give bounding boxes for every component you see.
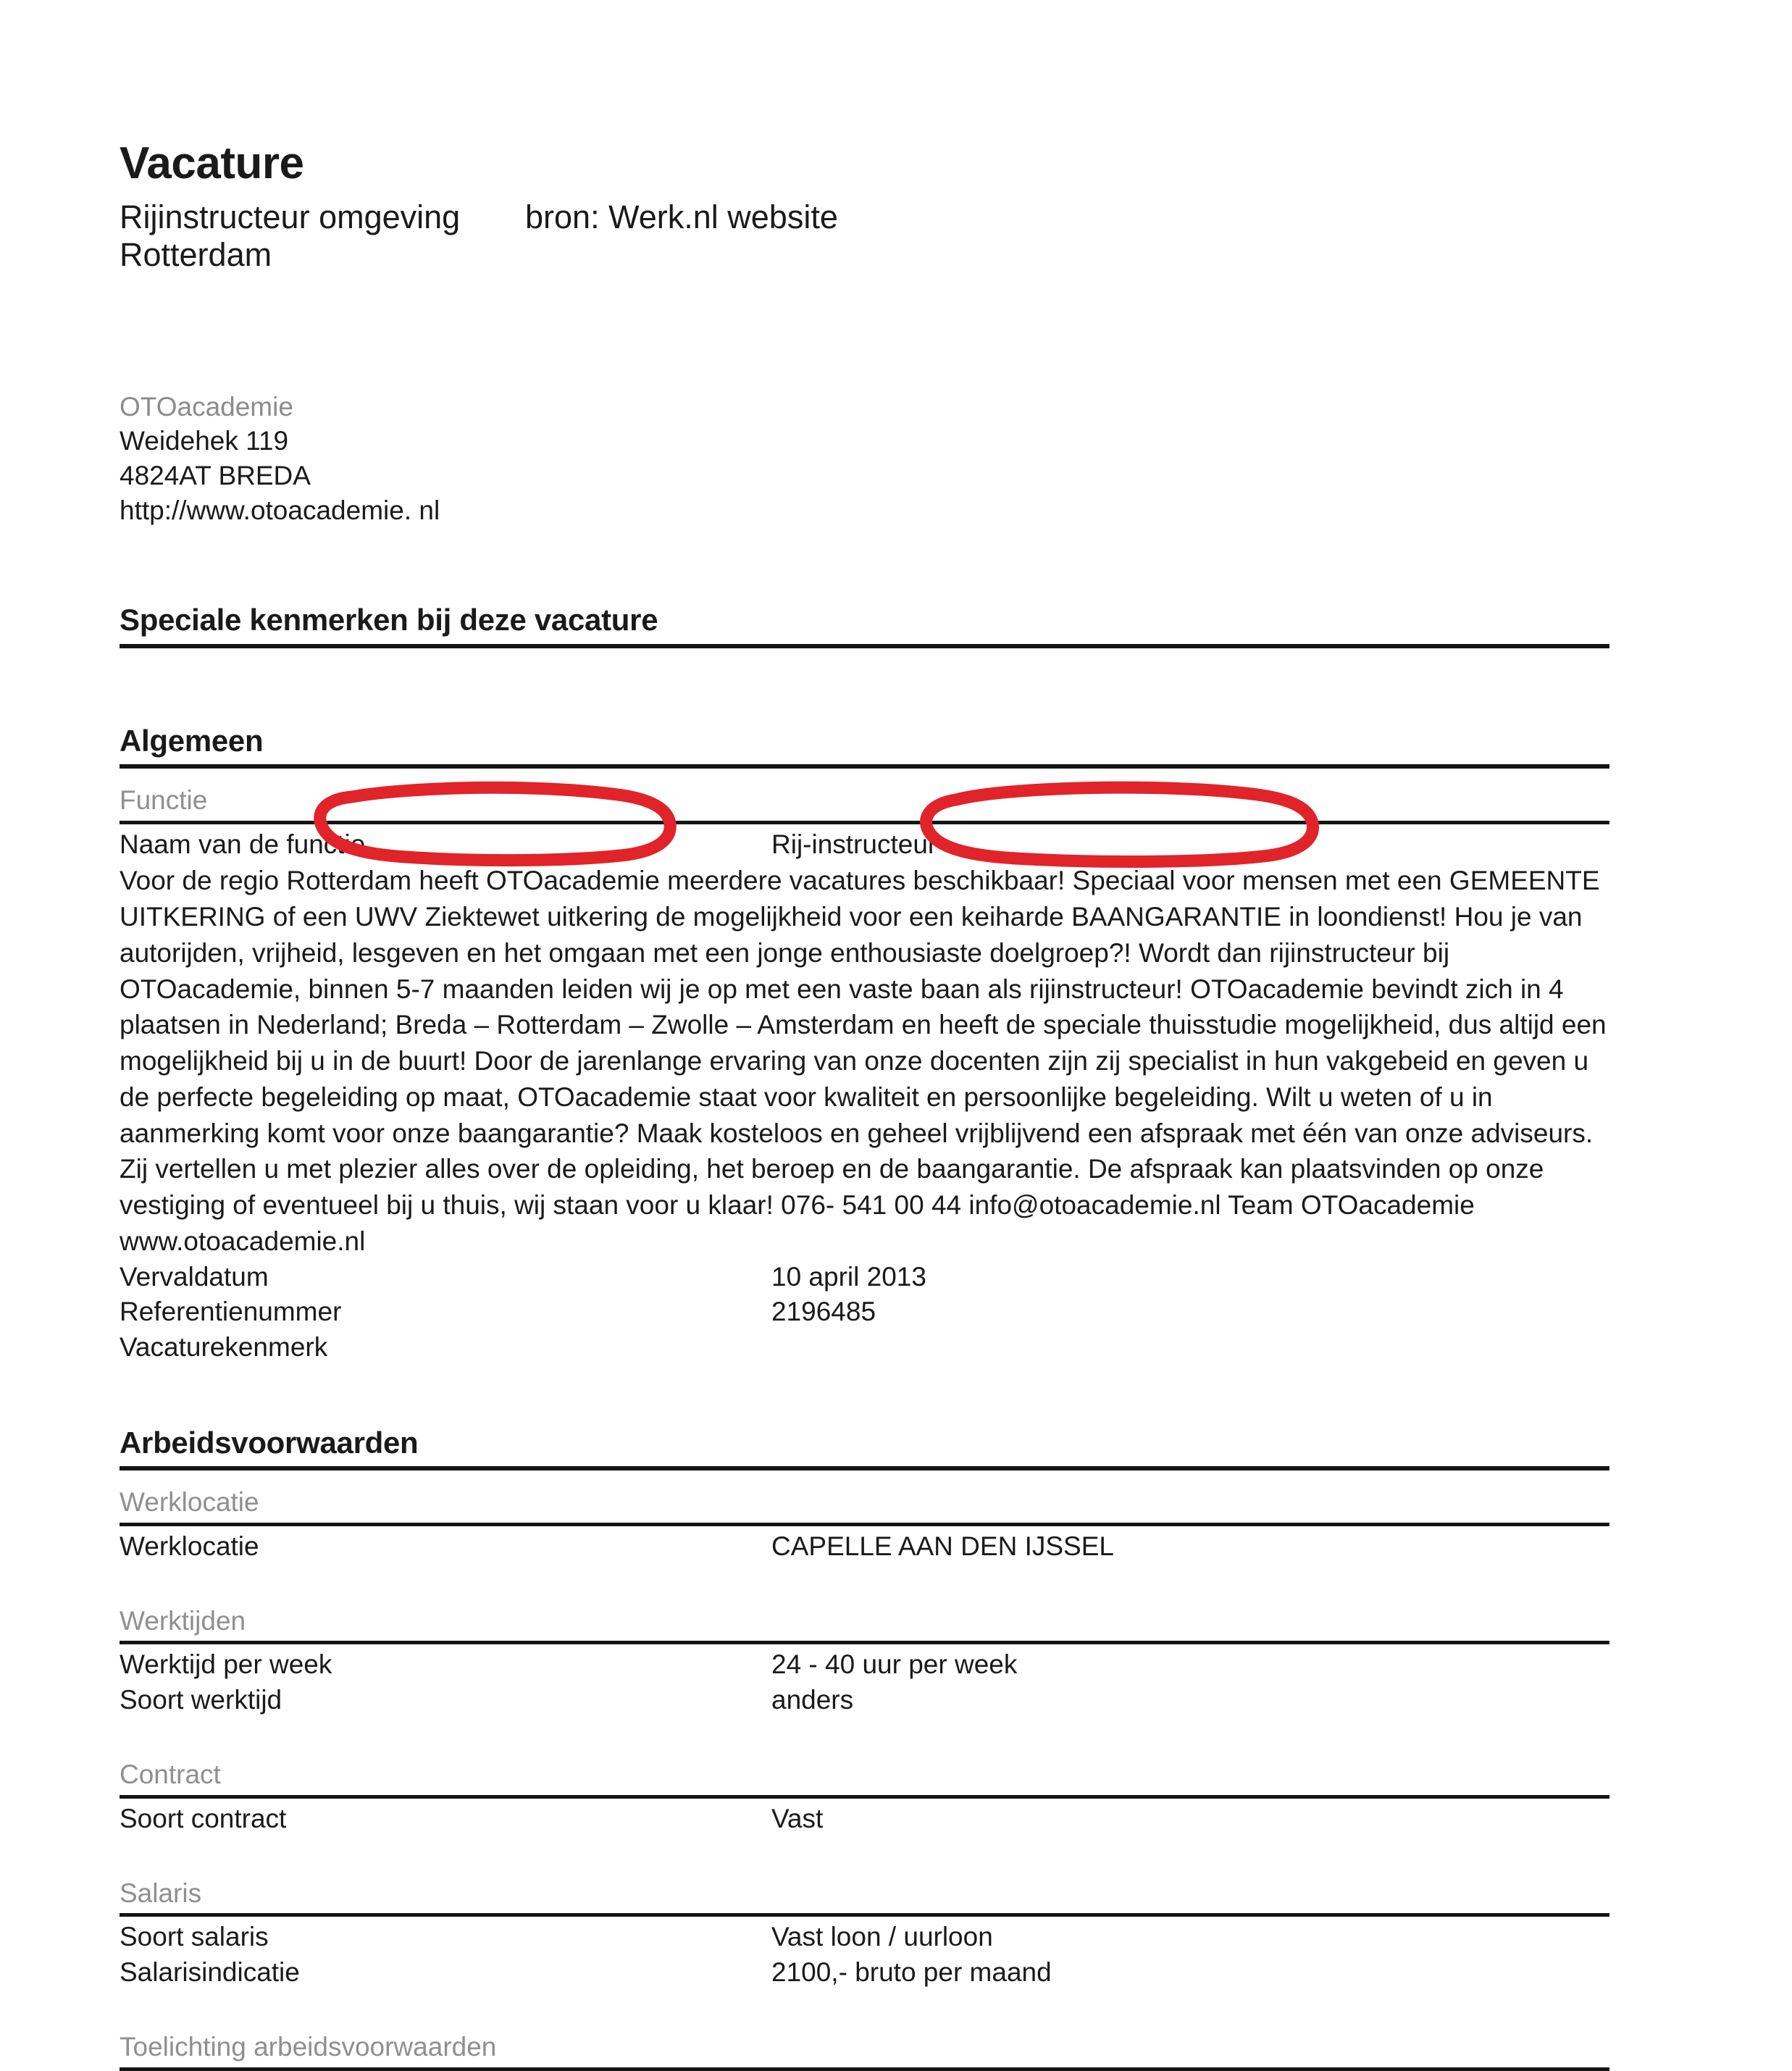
row-label: Werklocatie [120, 1531, 259, 1561]
divider [120, 2067, 1609, 2071]
company-street: Weidehek 119 [120, 426, 289, 456]
row-group [120, 1644, 1609, 1718]
job-description-paragraph: Voor de regio Rotterdam heeft OTOacademie meerdere vacatures beschikbaar! Speciaal voor mensen met een GEMEENTE UITKERING of een UWV Ziektewet uitkering de mogelijkheid voor een keiharde BAANGARANTIE in loondienst! Hou je van autorijden, vrijheid, lesgeven en het omgaan met een jonge enthousiaste doelgroep?! Wordt dan rijinstructeur bij OTOacademie, binnen 5-7 maanden leiden wij je op met een vaste baan als rijinstructeur! OTOacademie bevindt zich in 4 plaatsen in Nederland; Breda – Rotterdam – Zwolle – Amsterdam en heeft de speciale thuisstudie mogelijkheid, dus altijd een mogelijkheid bij u in de buurt! Door de jarenlange ervaring van onze docenten zijn zij specialist in hun vakgebeid en geven u de perfecte begeleiding op maat, OTOacademie staat voor kwaliteit en persoonlijke begeleiding. Wilt u weten of u in aanmerking komt voor onze baangarantie? Maak kosteloos en geheel vrijblijvend een afspraak met één van onze adviseurs. Zij vertellen u met plezier alles over de opleiding, het beroep en de baangarantie. De afspraak kan plaatsvinden op onze vestiging of eventueel bij u thuis, wij staan voor u klaar! 076- 541 00 44 info@otoacademie.nl Team OTOacademie www.otoacademie.nl [120, 866, 1607, 1256]
row-group [120, 1526, 1609, 1565]
row-value [771, 1330, 1609, 1365]
table-row [120, 1683, 1609, 1718]
document-body [120, 0, 1609, 2071]
subgroup-label: Werklocatie [120, 1487, 259, 1518]
section-heading: Algemeen [120, 723, 264, 758]
divider [120, 644, 1609, 648]
company-website: http://www.otoacademie. nl [120, 495, 440, 525]
subgroup-toelichting [120, 2033, 1609, 2071]
divider [120, 764, 1609, 769]
table-row [120, 1529, 1609, 1565]
row-value: 10 april 2013 [771, 1261, 926, 1292]
row-value: 2196485 [771, 1297, 876, 1327]
subgroup-label: Werktijden [120, 1605, 246, 1636]
subgroup-salaris [120, 1879, 1609, 1991]
company-name: OTOacademie [120, 391, 293, 422]
company-city: 4824AT BREDA [120, 461, 311, 491]
row-label: Referentienummer [120, 1297, 342, 1327]
row-value: 2100,- bruto per maand [771, 1957, 1052, 1988]
row-group [120, 824, 1609, 1366]
subgroup-werktijden [120, 1607, 1609, 1718]
row-group [120, 1799, 1609, 1837]
row-group [120, 1917, 1609, 1991]
subgroup-contract [120, 1760, 1609, 1837]
table-row [120, 1920, 1609, 1955]
table-row [120, 1955, 1609, 1991]
divider [120, 1466, 1609, 1470]
row-value: 24 - 40 uur per week [771, 1649, 1018, 1680]
section-algemeen [120, 724, 1609, 1365]
subgroup-werklocatie [120, 1488, 1609, 1565]
subgroup-label: Functie [120, 785, 208, 815]
subgroup-label: Contract [120, 1760, 221, 1790]
row-label: Vervaldatum [120, 1261, 269, 1292]
row-label: Vacaturekenmerk [120, 1332, 328, 1363]
row-value: Rij-instructeur [771, 829, 937, 859]
row-label: Soort contract [120, 1803, 287, 1833]
subtitle-row [120, 198, 1609, 274]
subgroup-functie [120, 786, 1609, 1365]
company-address [120, 390, 1609, 528]
subgroup-label: Toelichting arbeidsvoorwaarden [120, 2032, 497, 2062]
table-row [120, 1294, 1609, 1330]
row-value: CAPELLE AAN DEN IJSSEL [771, 1531, 1114, 1561]
section-heading: Speciale kenmerken bij deze vacature [120, 603, 658, 637]
row-value: Vast loon / uurloon [771, 1922, 993, 1952]
section-heading: Arbeidsvoorwaarden [120, 1426, 419, 1460]
table-row [120, 827, 1609, 863]
row-label: Naam van de functie [120, 829, 366, 859]
table-row [120, 1260, 1609, 1295]
row-label: Salarisindicatie [120, 1957, 300, 1988]
row-value: anders [771, 1685, 854, 1715]
row-label: Werktijd per week [120, 1649, 332, 1680]
job-subtitle: Rijinstructeur omgeving Rotterdam [120, 198, 461, 273]
row-label: Soort werktijd [120, 1685, 282, 1715]
section-arbeidsvoorwaarden [120, 1426, 1609, 2071]
page-title: Vacature [120, 138, 304, 188]
table-row [120, 1647, 1609, 1683]
section-special-features [120, 603, 1609, 648]
subgroup-label: Salaris [120, 1878, 202, 1908]
source-label: bron: Werk.nl website [525, 198, 838, 236]
table-row [120, 1802, 1609, 1837]
row-label: Soort salaris [120, 1922, 269, 1952]
table-row [120, 1330, 1609, 1365]
row-value: Vast [771, 1803, 824, 1833]
